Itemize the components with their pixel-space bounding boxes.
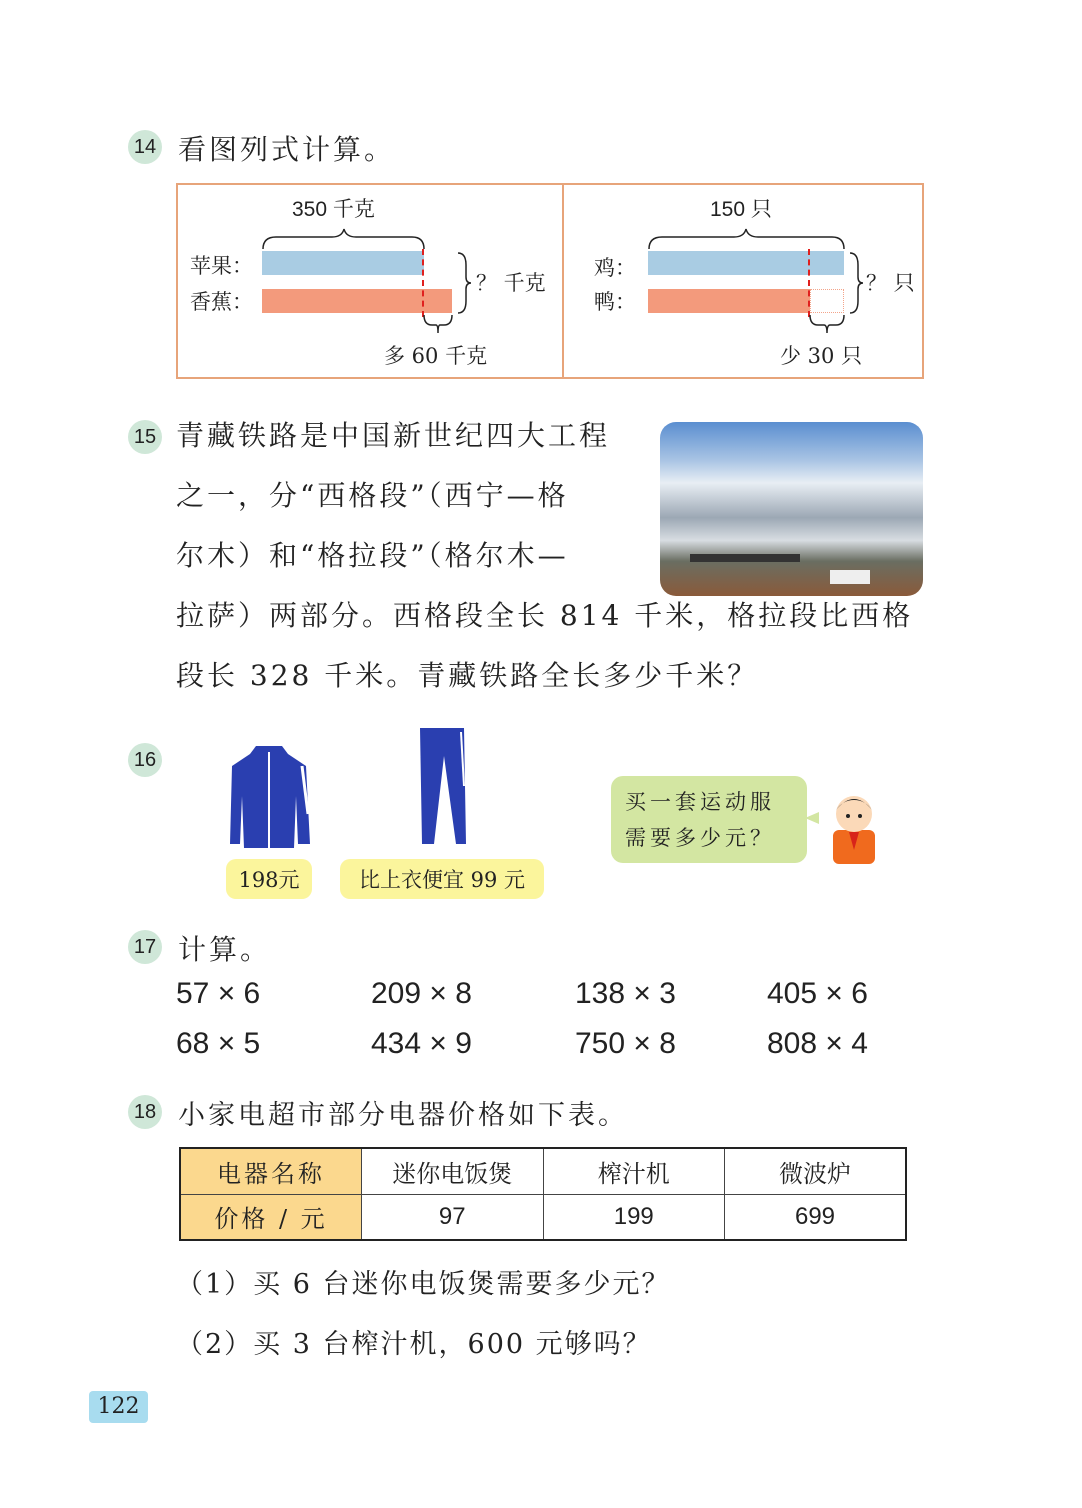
jacket-price-tag: 198元 — [226, 859, 312, 899]
apple-bar — [262, 251, 424, 275]
question-label: ？ 只 — [866, 271, 915, 295]
bubble-line: 买一套运动服 — [625, 790, 775, 814]
brace-icon — [848, 251, 864, 315]
question-number: 14 — [128, 130, 162, 164]
pants-price-tag: 比上衣便宜 99 元 — [340, 859, 544, 899]
problem-line: 拉萨）两部分。西格段全长 814 千米，格拉段比西格 — [176, 599, 914, 632]
table-row — [180, 1148, 906, 1194]
bubble-line: 需要多少元？ — [625, 826, 775, 850]
brace-icon — [808, 315, 846, 335]
problem-line: 尔木）和“格拉段”（格尔木— — [176, 539, 569, 572]
chicken-bar — [648, 251, 844, 275]
table-header-cell: 微波炉 — [725, 1148, 907, 1194]
table-cell: 699 — [725, 1194, 907, 1240]
jacket-image — [226, 744, 312, 850]
sub-question: （1）买 6 台迷你电饭煲需要多少元？ — [176, 1269, 671, 1300]
difference-label: 多 60 千克 — [384, 344, 488, 368]
brace-icon — [262, 227, 426, 251]
diagram-chicken-duck — [562, 183, 924, 379]
calc-item: 209 × 8 — [371, 977, 472, 1010]
missing-part — [810, 289, 844, 313]
question-number: 15 — [128, 420, 162, 454]
divider-line — [422, 249, 424, 317]
sub-question: （2）买 3 台榨汁机，600 元够吗？ — [176, 1329, 652, 1360]
calc-item: 808 × 4 — [767, 1027, 868, 1060]
problem-line: 之一，分“西格段”（西宁—格 — [176, 479, 569, 512]
total-label: 350 千克 — [292, 198, 375, 221]
duck-label: 鸭： — [594, 290, 636, 314]
diagram-apple-banana — [176, 183, 564, 379]
question-title: 看图列式计算。 — [178, 133, 396, 166]
question-number: 18 — [128, 1095, 162, 1129]
total-label: 150 只 — [710, 198, 772, 221]
railway-mountain-photo — [660, 422, 923, 596]
brace-icon — [456, 251, 472, 315]
difference-label: 少 30 只 — [780, 344, 863, 368]
page-number: 122 — [89, 1391, 148, 1423]
question-title: 小家电超市部分电器价格如下表。 — [178, 1100, 628, 1131]
divider-line — [808, 249, 810, 317]
speech-bubble — [611, 776, 807, 863]
problem-line: 青藏铁路是中国新世纪四大工程 — [176, 419, 611, 452]
banana-label: 香蕉： — [190, 290, 253, 314]
table-row — [180, 1194, 906, 1240]
pants-image — [414, 726, 470, 848]
calc-item: 750 × 8 — [575, 1027, 676, 1060]
calc-item: 68 × 5 — [176, 1027, 261, 1060]
duck-bar — [648, 289, 810, 313]
question-title: 计算。 — [178, 933, 272, 966]
chicken-label: 鸡： — [594, 256, 636, 280]
apple-label: 苹果： — [190, 254, 253, 278]
question-label: ？ 千克 — [476, 271, 546, 295]
question-number: 17 — [128, 930, 162, 964]
problem-line: 段长 328 千米。青藏铁路全长多少千米？ — [176, 659, 759, 692]
table-cell: 97 — [362, 1194, 544, 1240]
table-header-cell: 榨汁机 — [543, 1148, 725, 1194]
brace-icon — [648, 227, 846, 251]
table-cell: 价格 / 元 — [180, 1194, 362, 1240]
calc-item: 57 × 6 — [176, 977, 261, 1010]
question-number: 16 — [128, 743, 162, 777]
table-header-cell: 电器名称 — [180, 1148, 362, 1194]
table-header-cell: 迷你电饭煲 — [362, 1148, 544, 1194]
brace-icon — [422, 315, 454, 335]
calc-item: 405 × 6 — [767, 977, 868, 1010]
price-table — [179, 1147, 907, 1241]
table-cell: 199 — [543, 1194, 725, 1240]
calc-item: 138 × 3 — [575, 977, 676, 1010]
boy-avatar — [805, 788, 881, 866]
calc-item: 434 × 9 — [371, 1027, 472, 1060]
